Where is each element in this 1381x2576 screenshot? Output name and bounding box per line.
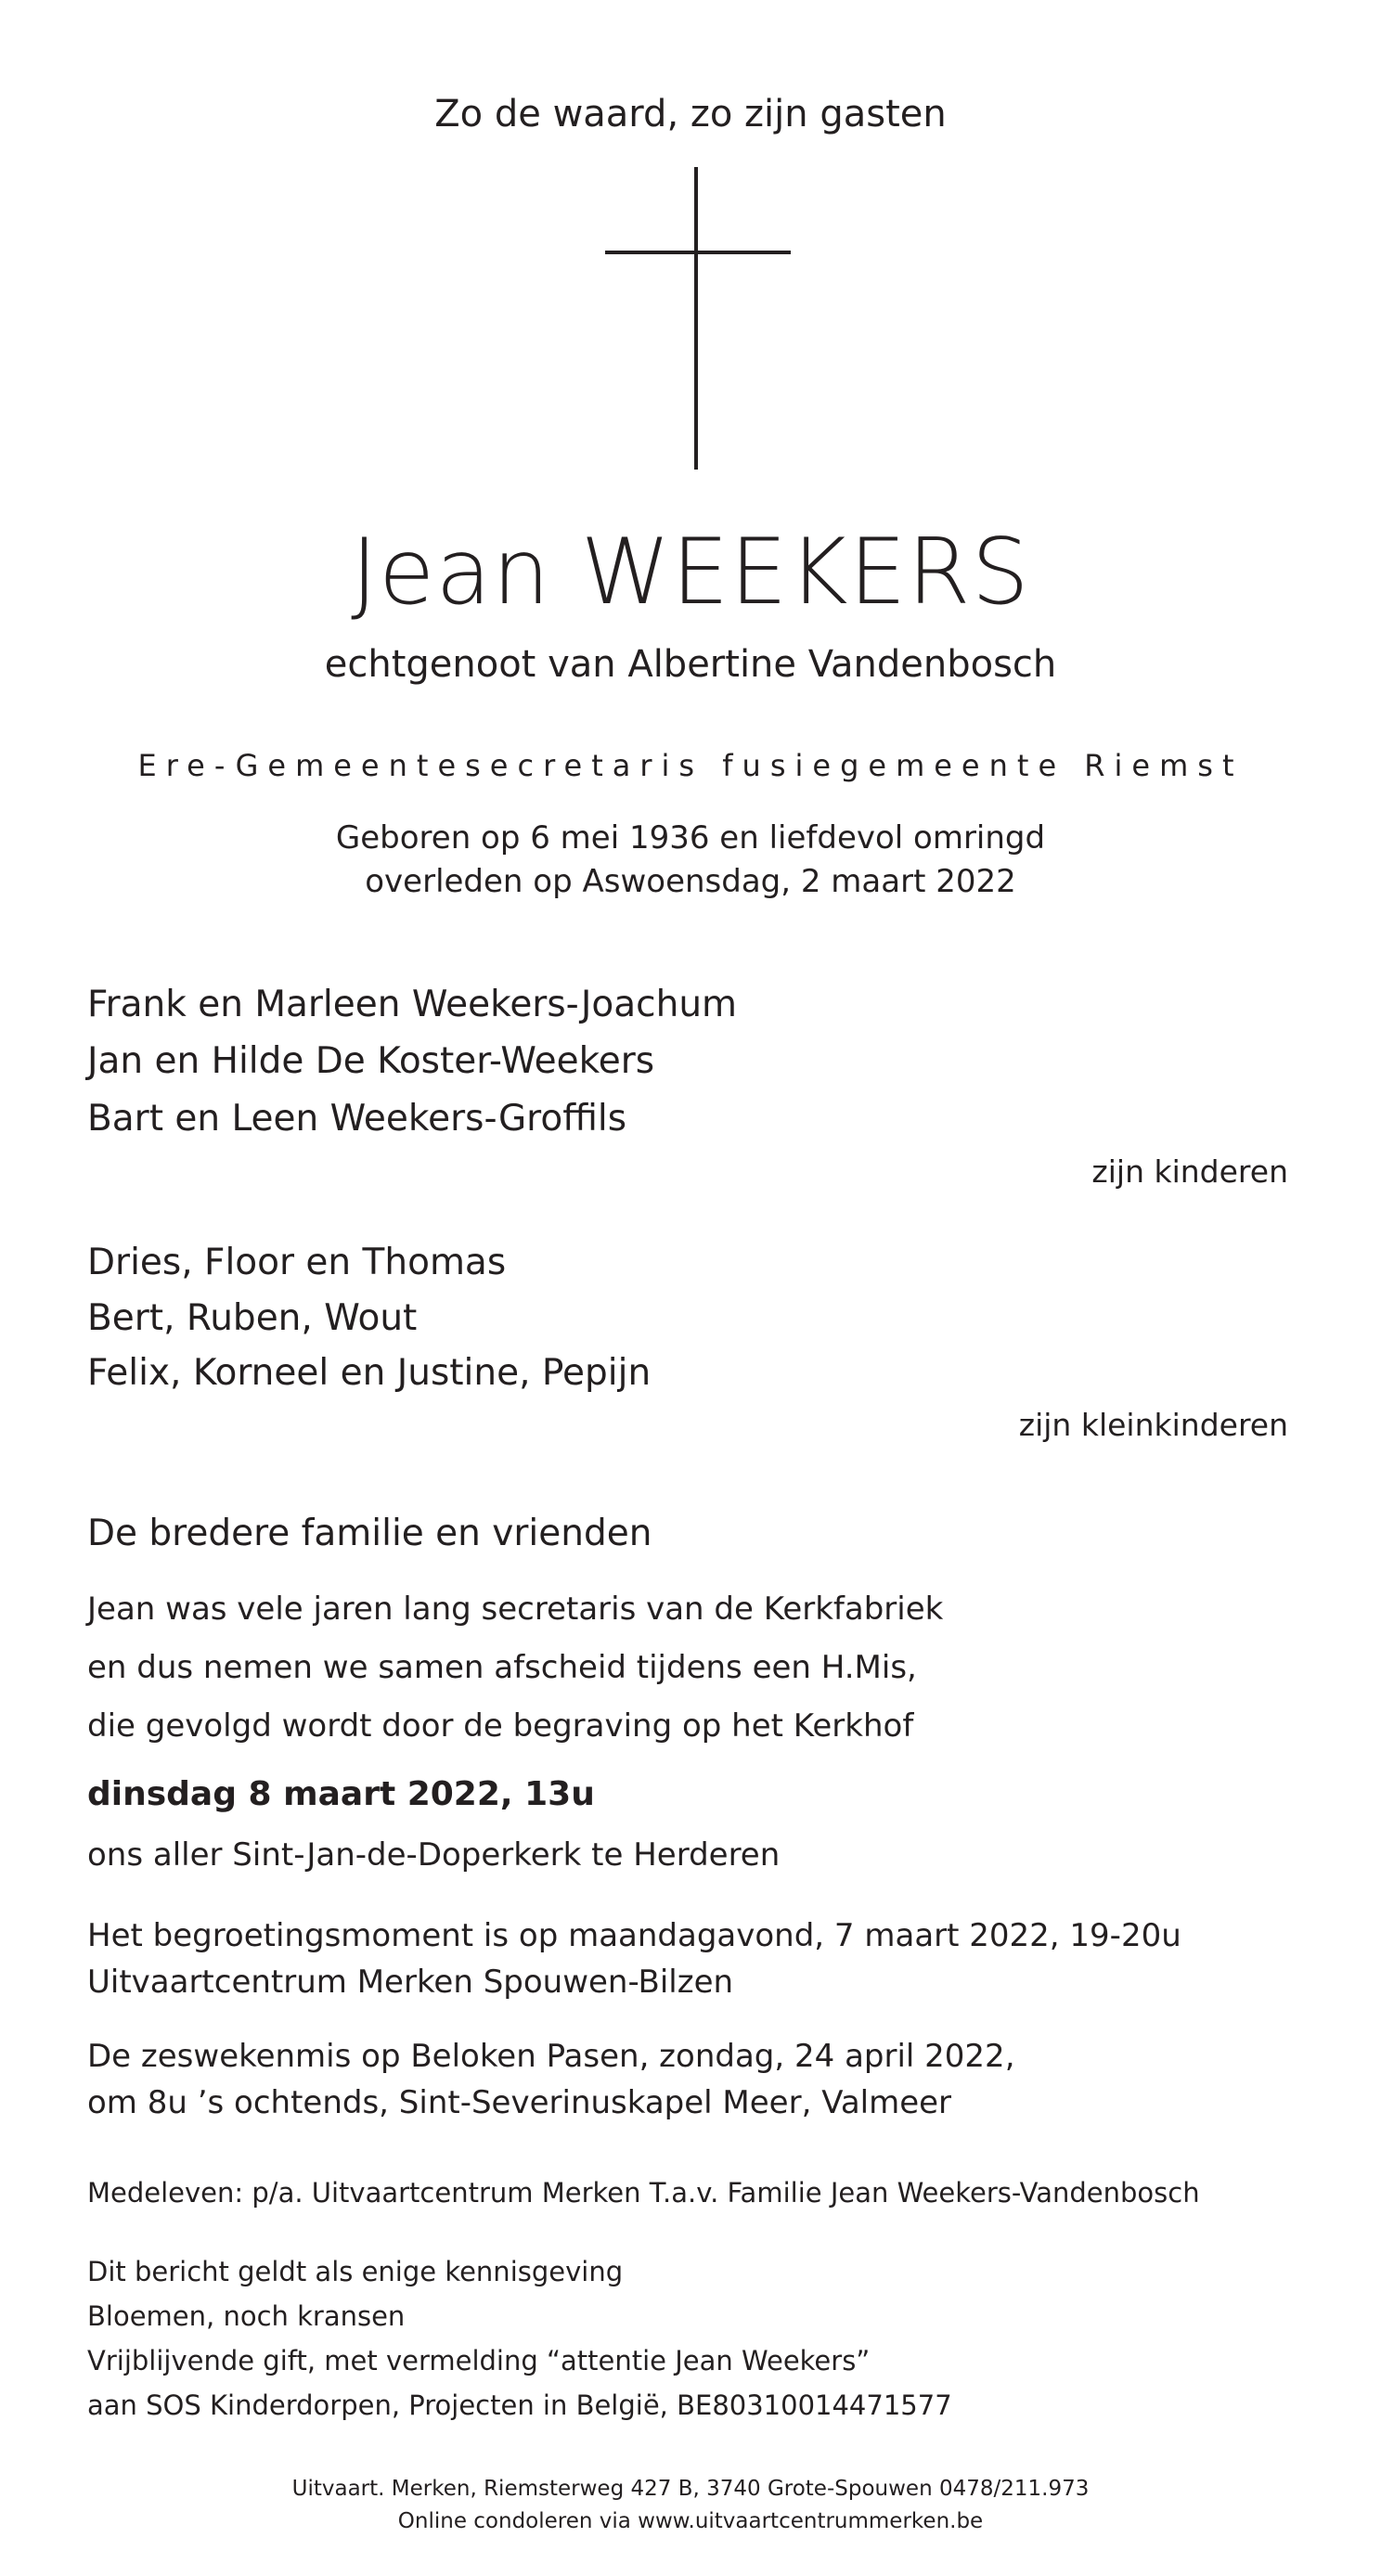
mass-line: om 8u ’s ochtends, Sint-Severinuskapel Meer, Valmeer (87, 2084, 952, 2121)
note-line: Vrijblijvende gift, met vermelding “attentie Jean Weekers” (87, 2345, 871, 2376)
ceremony-location: ons aller Sint-Jan-de-Doperkerk te Herderen (87, 1836, 781, 1874)
grandchild-name: Dries, Floor en Thomas (87, 1242, 507, 1283)
condolence-address: Medeleven: p/a. Uitvaartcentrum Merken T.a.v. Familie Jean Weekers-Vandenbosch (87, 2177, 1200, 2209)
note-line: Dit bericht geldt als enige kennisgeving (87, 2256, 624, 2287)
cross-horizontal-bar (605, 251, 791, 254)
footer-address: Uitvaart. Merken, Riemsterweg 427 B, 3740 Grote-Spouwen 0478/211.973 (291, 2477, 1090, 2501)
born-line: Geboren op 6 mei 1936 en liefdevol omringd (335, 819, 1046, 857)
motto: Zo de waard, zo zijn gasten (434, 93, 947, 135)
note-line: Bloemen, noch kransen (87, 2300, 406, 2332)
family-line: De bredere familie en vrienden (87, 1513, 652, 1554)
child-name: Frank en Marleen Weekers-Joachum (87, 984, 738, 1025)
mass-line: De zeswekenmis op Beloken Pasen, zondag, 24 april 2022, (87, 2038, 1015, 2075)
children-label: zijn kinderen (1091, 1153, 1288, 1190)
grandchild-name: Felix, Korneel en Justine, Pepijn (87, 1352, 652, 1394)
ceremony-line: Jean was vele jaren lang secretaris van de Kerkfabriek (87, 1591, 944, 1628)
note-line: aan SOS Kinderdorpen, Projecten in België, BE80310014471577 (87, 2389, 952, 2421)
greeting-location: Uitvaartcentrum Merken Spouwen-Bilzen (87, 1964, 734, 2001)
ceremony-date: dinsdag 8 maart 2022, 13u (87, 1775, 595, 1813)
honorary-title: Ere-Gemeentesecretaris fusiegemeente Riemst (137, 748, 1244, 783)
footer-website: Online condoleren via www.uitvaartcentrummerken.be (397, 2509, 984, 2533)
ceremony-line: die gevolgd wordt door de begraving op het Kerkhof (87, 1707, 914, 1745)
cross-vertical-bar (694, 167, 698, 470)
deceased-name: Jean WEEKERS (351, 520, 1030, 625)
child-name: Jan en Hilde De Koster-Weekers (87, 1040, 655, 1082)
greeting-line: Het begroetingsmoment is op maandagavond, 7 maart 2022, 19-20u (87, 1917, 1181, 1954)
child-name: Bart en Leen Weekers-Groffils (87, 1098, 627, 1140)
grandchildren-label: zijn kleinkinderen (1018, 1407, 1288, 1443)
spouse-line: echtgenoot van Albertine Vandenbosch (324, 643, 1057, 686)
grandchild-name: Bert, Ruben, Wout (87, 1297, 418, 1339)
ceremony-line: en dus nemen we samen afscheid tijdens een H.Mis, (87, 1649, 917, 1686)
died-line: overleden op Aswoensdag, 2 maart 2022 (365, 863, 1016, 900)
